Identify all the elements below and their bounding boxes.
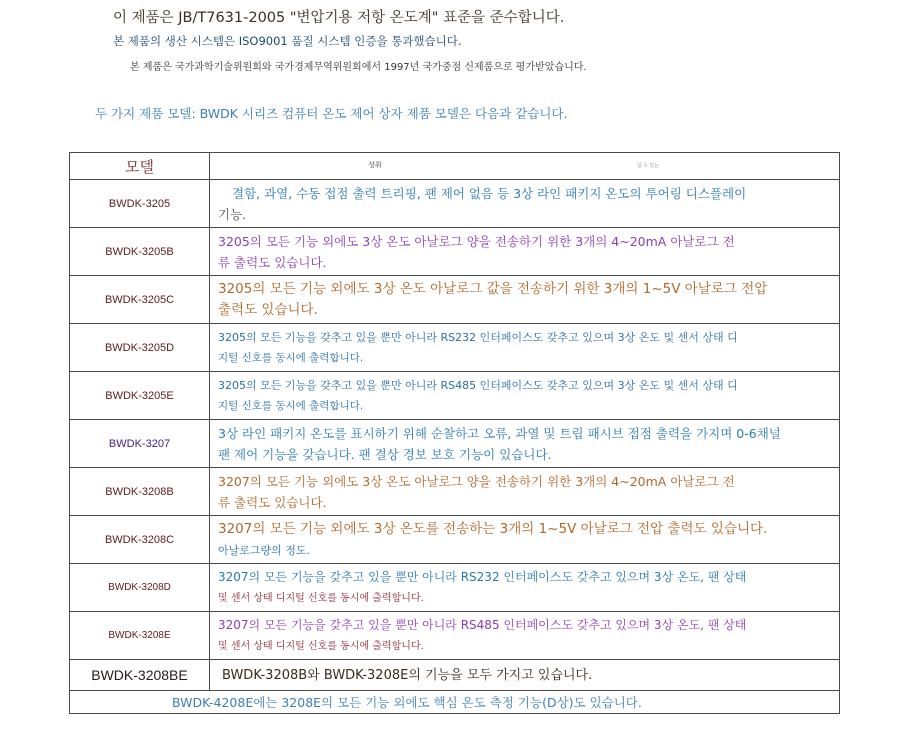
table-row (70, 516, 840, 564)
desc-line-2: 및 센서 상태 디지털 신호를 동시에 출력합니다. (218, 640, 424, 652)
desc-line-2: 아날로그량의 정도. (218, 543, 311, 557)
desc-line-2: 류 출력도 있습니다. (218, 254, 327, 270)
table-row (70, 324, 840, 372)
desc-line-2: 지털 신호를 동시에 출력합니다. (218, 351, 364, 364)
bwdk-4208e-row-cell: BWDK-4208E에는 3208E의 모든 기능 외에도 핵심 온도 측정 기능(D상)도 있습니다. (70, 691, 840, 714)
table-row (70, 420, 840, 468)
table-row (70, 660, 840, 691)
header-note-label: 설 수 있는 (636, 163, 660, 169)
desc-line-2: 출력도 있습니다. (218, 301, 318, 318)
model-cell: BWDK-3208D (70, 564, 210, 612)
intro-models-line: 두 가지 제품 모델: BWDK 시리즈 컴퓨터 온도 제어 상자 제품 모델은 다음과 같습니다. (95, 106, 568, 121)
desc-cell (210, 324, 840, 372)
desc-line-1: BWDK-3208B와 BWDK-3208E의 기능을 모두 가지고 있습니다. (222, 667, 593, 683)
table-row (70, 468, 840, 516)
desc-cell (210, 420, 840, 468)
desc-line-2: 지털 신호를 동시에 출력합니다. (218, 399, 364, 412)
desc-cell (210, 612, 840, 660)
desc-cell (210, 180, 840, 228)
header-desc-cell (210, 153, 840, 180)
header-model-cell: 모델 (70, 153, 210, 180)
model-cell: BWDK-3208C (70, 516, 210, 564)
desc-cell (210, 228, 840, 276)
intro-award-line: 본 제품은 국가과학기술위원회와 국가경제무역위원회에서 1997년 국가중점 신제품으로 평가받았습니다. (130, 62, 587, 73)
model-cell: BWDK-3205 (70, 180, 210, 228)
desc-cell (210, 564, 840, 612)
intro-iso-line: 본 제품의 생산 시스템은 ISO9001 품질 시스템 인증을 통과했습니다. (113, 34, 462, 48)
desc-line-1: 3207의 모든 기능을 갖추고 있을 뿐만 아니라 RS232 인터페이스도 갖추고 있으며 3상 온도, 팬 상태 (218, 569, 747, 584)
desc-line-2: 류 출력도 있습니다. (218, 494, 327, 510)
model-table (69, 152, 840, 714)
desc-cell (210, 372, 840, 420)
desc-line-1: 결함, 과열, 수동 접점 출력 트리핑, 팬 제어 없음 등 3상 라인 패키지 온도의 투어링 디스플레이 (232, 185, 747, 201)
model-cell: BWDK-3205C (70, 276, 210, 324)
model-cell: BWDK-3205D (70, 324, 210, 372)
desc-line-1: 3205의 모든 기능을 갖추고 있을 뿐만 아니라 RS485 인터페이스도 갖추고 있으며 3상 온도 및 센서 상태 디 (218, 378, 738, 392)
desc-cell (210, 660, 840, 691)
desc-line-2: 기능. (218, 206, 247, 222)
desc-cell (210, 516, 840, 564)
table-row (70, 372, 840, 420)
table-row (70, 228, 840, 276)
desc-line-1: 3207의 모든 기능 외에도 3상 온도 아날로그 양을 전송하기 위한 3개의 4~20mA 아날로그 전 (218, 473, 735, 489)
desc-line-2: 팬 제어 기능을 갖습니다. 팬 결상 경보 보호 기능이 있습니다. (218, 446, 552, 462)
desc-line-1: 3205의 모든 기능 외에도 3상 온도 아날로그 양을 전송하기 위한 3개의 4~20mA 아날로그 전 (218, 233, 735, 249)
model-cell: BWDK-3208B (70, 468, 210, 516)
table-row (70, 612, 840, 660)
model-cell: BWDK-3205B (70, 228, 210, 276)
intro-standard-line: 이 제품은 JB/T7631-2005 "변압기용 저항 온도계" 표준을 준수합니다. (113, 10, 565, 26)
model-cell: BWDK-3205E (70, 372, 210, 420)
desc-line-1: 3207의 모든 기능을 갖추고 있을 뿐만 아니라 RS485 인터페이스도 갖추고 있으며 3상 온도, 팬 상태 (218, 617, 747, 632)
desc-line-1: 3205의 모든 기능을 갖추고 있을 뿐만 아니라 RS232 인터페이스도 갖추고 있으며 3상 온도 및 센서 상태 디 (218, 330, 738, 344)
desc-line-1: 3207의 모든 기능 외에도 3상 온도를 전송하는 3개의 1~5V 아날로그 전압 출력도 있습니다. (218, 520, 768, 537)
desc-line-1: 3205의 모든 기능 외에도 3상 온도 아날로그 값을 전송하기 위한 3개의 1~5V 아날로그 전압 (218, 280, 768, 297)
table-row (70, 564, 840, 612)
table-header-row (70, 153, 840, 180)
desc-line-2: 및 센서 상태 디지털 신호를 동시에 출력합니다. (218, 592, 424, 604)
table-row (70, 276, 840, 324)
table-row (70, 180, 840, 228)
model-cell: BWDK-3207 (70, 420, 210, 468)
table-row (70, 691, 840, 714)
model-cell: BWDK-3208BE (70, 660, 210, 691)
header-desc-label: 성취 (368, 161, 382, 169)
desc-cell (210, 276, 840, 324)
desc-line-1: 3상 라인 패키지 온도를 표시하기 위해 순찰하고 오류, 과열 및 트립 패시브 접점 출력을 가지며 0-6채널 (218, 425, 781, 441)
model-cell: BWDK-3208E (70, 612, 210, 660)
desc-cell (210, 468, 840, 516)
